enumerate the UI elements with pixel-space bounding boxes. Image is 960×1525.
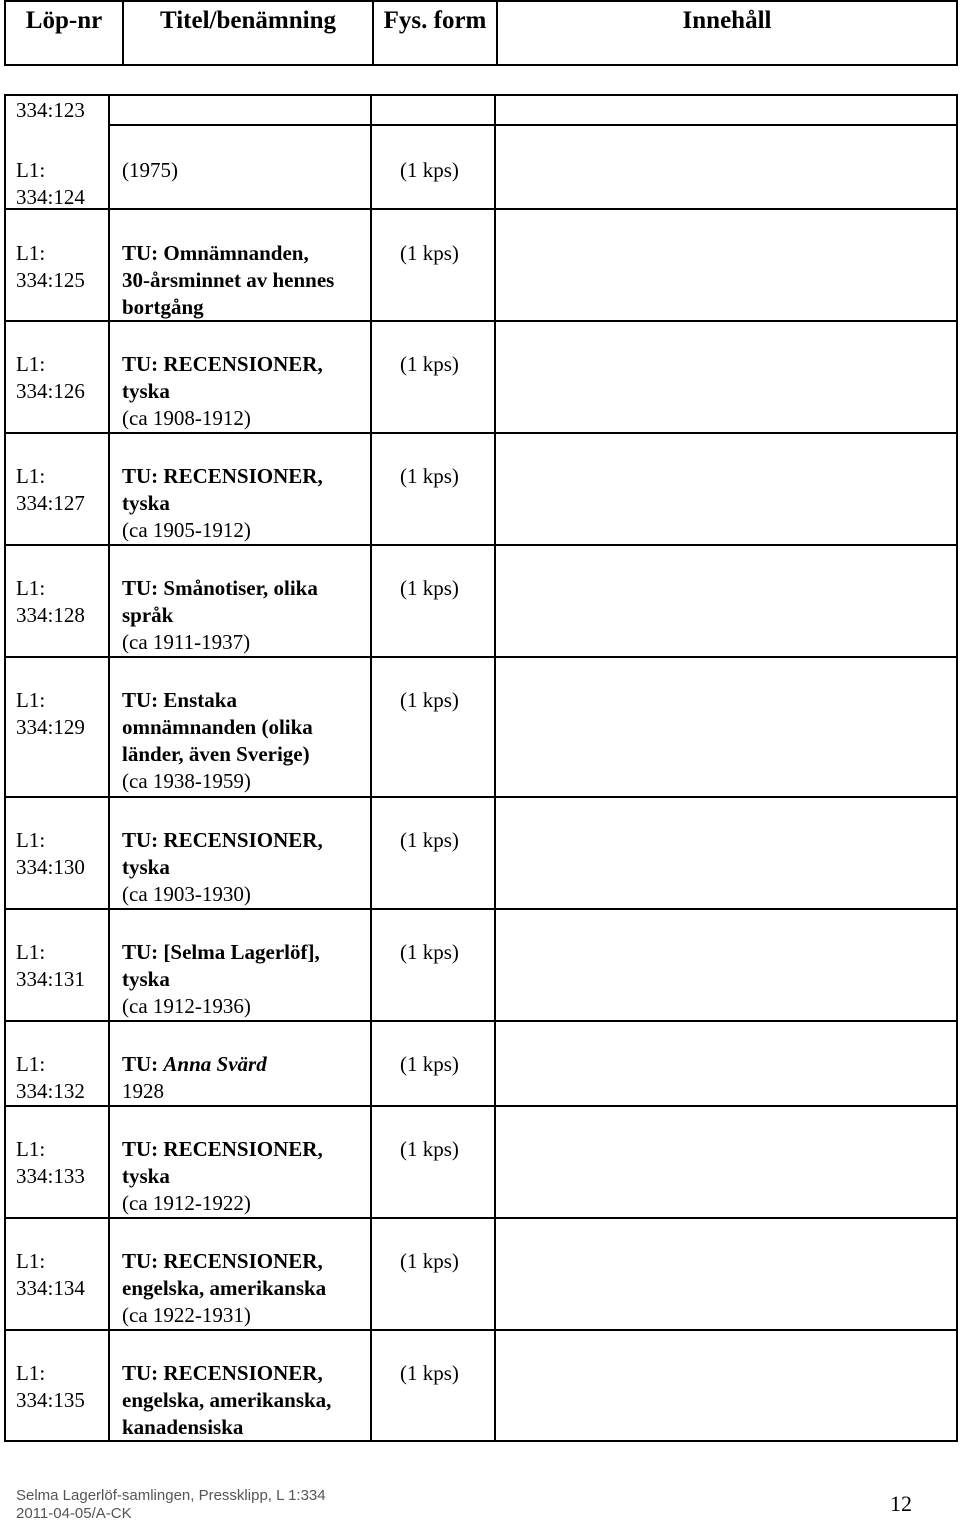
title-line: kanadensiska	[122, 1415, 244, 1439]
lopnr-line: L1:	[16, 828, 46, 852]
row-separator	[6, 1105, 956, 1107]
col-divider	[108, 96, 110, 1440]
title-cell	[122, 240, 372, 321]
title-line: TU: RECENSIONER,	[122, 1249, 323, 1273]
row-separator	[6, 544, 956, 546]
title-cell	[122, 827, 372, 908]
title-line: tyska	[122, 855, 170, 879]
lopnr-line: 334:133	[16, 1164, 85, 1188]
page-number: 12	[890, 1491, 912, 1516]
row-separator	[6, 1217, 956, 1219]
fysform-cell: (1 kps)	[400, 1137, 459, 1161]
title-line	[122, 1051, 372, 1078]
lopnr-line: L1:	[16, 241, 46, 265]
lopnr-line: L1:	[16, 576, 46, 600]
lopnr-line: 334:123	[16, 98, 85, 122]
lopnr-line: 334:124	[16, 185, 85, 209]
fysform-cell: (1 kps)	[400, 241, 459, 265]
title-line: tyska	[122, 967, 170, 991]
title-line: länder, även Sverige)	[122, 742, 310, 766]
title-cell	[122, 1051, 372, 1105]
title-line: (ca 1908-1912)	[122, 406, 251, 430]
title-line: 1928	[122, 1079, 164, 1103]
col-header-titel: Titel/benämning	[122, 2, 372, 64]
footer-date: 2011-04-05/A-CK	[16, 1505, 132, 1522]
lopnr-line: 334:131	[16, 967, 85, 991]
title-line: TU: Omnämnanden,	[122, 241, 309, 265]
lopnr-line: L1:	[16, 1137, 46, 1161]
title-line: omnämnanden (olika	[122, 715, 313, 739]
title-cell	[122, 351, 372, 432]
lopnr-cell	[16, 1051, 111, 1105]
fysform-cell: (1 kps)	[400, 158, 459, 182]
title-line: språk	[122, 603, 174, 627]
lopnr-line: L1:	[16, 1249, 46, 1273]
lopnr-cell	[16, 687, 111, 741]
row-separator	[6, 1020, 956, 1022]
title-line: (ca 1912-1922)	[122, 1191, 251, 1215]
title-line: tyska	[122, 1164, 170, 1188]
col-divider	[494, 96, 496, 1440]
lopnr-cell	[16, 575, 111, 629]
title-cell	[122, 939, 372, 1020]
title-line: (ca 1912-1936)	[122, 994, 251, 1018]
lopnr-cell	[16, 939, 111, 993]
title-line: TU: RECENSIONER,	[122, 1361, 323, 1385]
lopnr-cell	[16, 351, 111, 405]
lopnr-line: L1:	[16, 688, 46, 712]
title-cell	[122, 575, 372, 656]
lopnr-cell	[16, 240, 111, 294]
title-line: engelska, amerikanska,	[122, 1388, 332, 1412]
lopnr-cell	[16, 827, 111, 881]
lopnr-line: 334:126	[16, 379, 85, 403]
lopnr-line: 334:135	[16, 1388, 85, 1412]
title-cell	[122, 157, 372, 184]
title-line: (1975)	[122, 158, 178, 182]
fysform-cell: (1 kps)	[400, 352, 459, 376]
fysform-cell: (1 kps)	[400, 1052, 459, 1076]
lopnr-line: L1:	[16, 940, 46, 964]
catalog-table	[4, 94, 958, 1442]
title-line: TU: RECENSIONER,	[122, 464, 323, 488]
title-line: TU: [Selma Lagerlöf],	[122, 940, 320, 964]
lopnr-line: 334:130	[16, 855, 85, 879]
lopnr-cell	[16, 97, 111, 124]
fysform-cell: (1 kps)	[400, 688, 459, 712]
title-line: TU: RECENSIONER,	[122, 352, 323, 376]
fysform-cell: (1 kps)	[400, 576, 459, 600]
title-line: TU: Smånotiser, olika	[122, 576, 318, 600]
title-prefix: TU:	[122, 1052, 164, 1076]
col-header-lopnr: Löp-nr	[25, 7, 103, 34]
title-line: (ca 1911-1937)	[122, 630, 251, 654]
lopnr-line: 334:127	[16, 491, 85, 515]
col-header-innehall: Innehåll	[496, 2, 956, 64]
row-separator	[6, 656, 956, 658]
row-separator	[6, 208, 956, 210]
title-line: TU: RECENSIONER,	[122, 828, 323, 852]
row-separator	[108, 124, 956, 126]
title-cell	[122, 1360, 372, 1441]
title-italic: Anna Svärd	[163, 1052, 267, 1076]
fysform-cell: (1 kps)	[400, 1361, 459, 1385]
title-line: engelska, amerikanska	[122, 1276, 327, 1300]
page-footer	[16, 1487, 326, 1523]
title-line: bortgång	[122, 295, 204, 319]
fysform-cell: (1 kps)	[400, 464, 459, 488]
lopnr-cell	[16, 157, 111, 211]
title-line: tyska	[122, 379, 170, 403]
title-line: (ca 1938-1959)	[122, 769, 251, 793]
row-separator	[6, 908, 956, 910]
title-line: TU: RECENSIONER,	[122, 1137, 323, 1161]
lopnr-cell	[16, 1136, 111, 1190]
lopnr-line: L1:	[16, 158, 46, 182]
lopnr-line: L1:	[16, 1361, 46, 1385]
lopnr-line: 334:125	[16, 268, 85, 292]
row-separator	[6, 1329, 956, 1331]
lopnr-cell	[16, 1360, 111, 1414]
fysform-cell: (1 kps)	[400, 1249, 459, 1273]
lopnr-line: 334:129	[16, 715, 85, 739]
title-line: (ca 1905-1912)	[122, 518, 251, 542]
title-line: 30-årsminnet av hennes	[122, 268, 335, 292]
lopnr-cell	[16, 463, 111, 517]
title-cell	[122, 1136, 372, 1217]
fysform-cell: (1 kps)	[400, 940, 459, 964]
fysform-cell: (1 kps)	[400, 828, 459, 852]
lopnr-line: 334:132	[16, 1079, 85, 1103]
row-separator	[6, 796, 956, 798]
lopnr-line: 334:128	[16, 603, 85, 627]
title-line: TU: Enstaka	[122, 688, 237, 712]
table-header	[4, 0, 958, 66]
lopnr-line: L1:	[16, 352, 46, 376]
row-separator	[6, 432, 956, 434]
title-cell	[122, 463, 372, 544]
title-line: (ca 1903-1930)	[122, 882, 251, 906]
footer-collection: Selma Lagerlöf-samlingen, Pressklipp, L 1:334	[16, 1487, 326, 1504]
lopnr-line: L1:	[16, 1052, 46, 1076]
lopnr-cell	[16, 1248, 111, 1302]
title-cell	[122, 1248, 372, 1329]
lopnr-line: L1:	[16, 464, 46, 488]
col-header-fysform: Fys. form	[372, 2, 496, 64]
lopnr-line: 334:134	[16, 1276, 85, 1300]
title-line: tyska	[122, 491, 170, 515]
title-cell	[122, 687, 372, 795]
title-line: (ca 1922-1931)	[122, 1303, 251, 1327]
